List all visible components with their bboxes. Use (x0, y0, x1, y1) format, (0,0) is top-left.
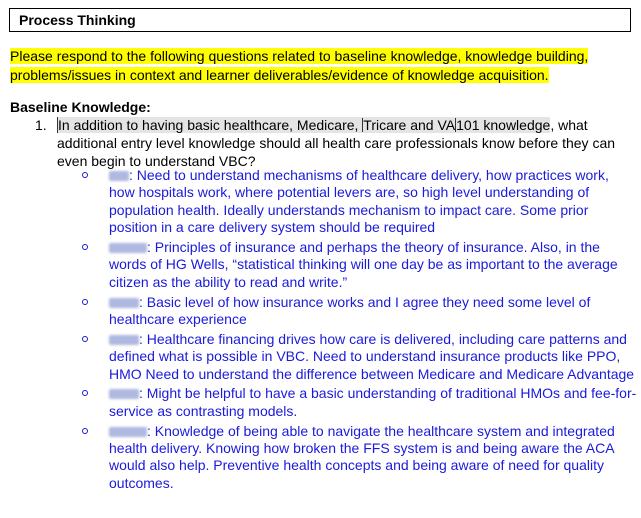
page-title: Process Thinking (19, 12, 136, 28)
response-text: : Healthcare financing drives how care is delivered, including care patterns and defined what is possible in VBC. Need to understand insurance products like PPO, HMO Need to understand the difference between Medicare and Medicare Advantage (109, 330, 635, 382)
hollow-circle-bullet-icon (82, 244, 88, 250)
redacted-name (109, 427, 147, 437)
question-text: In addition to having basic healthcare, Medicare, Tricare and VA101 knowledge, what additional entry level knowledge should all health care professionals know before they can even begin to understand VBC? (57, 117, 616, 169)
response-text: : Need to understand mechanisms of healthcare delivery, how practices work, how hospitals work, where potential levers are, so high level understanding of population health. Ideally understands mechanism to impact care. Some prior position in a care delivery system should be required (109, 167, 609, 236)
list-item (82, 167, 638, 237)
response-text: : Principles of insurance and perhaps the theory of insurance. Also, in the words of HG Wells, “statistical thinking will one day be as important to the average citizen as the ability to read and write.” (109, 239, 618, 290)
response-text: : Knowledge of being able to navigate the healthcare system and integrated health delivery. Knowing how broken the FFS system is and being aware the ACA would also help. Preventive health concepts and being aware of need for quality outcomes. (109, 422, 615, 491)
hollow-circle-bullet-icon (82, 336, 88, 342)
redacted-name (109, 243, 147, 253)
list-item (82, 239, 638, 291)
redacted-name (109, 298, 139, 308)
list-item (82, 331, 638, 383)
response-list (82, 167, 638, 495)
question-text-highlighted-a: In addition to having basic healthcare, Medicare, Tricare and VA101 knowledge (58, 117, 551, 133)
instructions-text: Please respond to the following questions related to baseline knowledge, knowledge building, problems/issues in context and learner deliverables/evidence of knowledge acquisition. (10, 48, 589, 83)
section-heading: Baseline Knowledge: (10, 99, 151, 115)
redacted-name (109, 171, 129, 181)
list-item (82, 385, 638, 420)
response-text: : Might be helpful to have a basic understanding of traditional HMOs and fee-for-service as contrasting models. (109, 385, 637, 419)
section-title-box (9, 8, 631, 32)
question-number: 1. (35, 117, 47, 133)
hollow-circle-bullet-icon (82, 390, 88, 396)
redacted-name (109, 335, 139, 345)
hollow-circle-bullet-icon (82, 299, 88, 305)
instructions-paragraph (10, 47, 632, 85)
redacted-name (109, 389, 139, 399)
list-item (82, 294, 638, 329)
list-item (82, 423, 638, 493)
response-text: : Basic level of how insurance works and I agree they need some level of healthcare experience (109, 293, 591, 328)
hollow-circle-bullet-icon (82, 172, 88, 178)
hollow-circle-bullet-icon (82, 428, 88, 434)
